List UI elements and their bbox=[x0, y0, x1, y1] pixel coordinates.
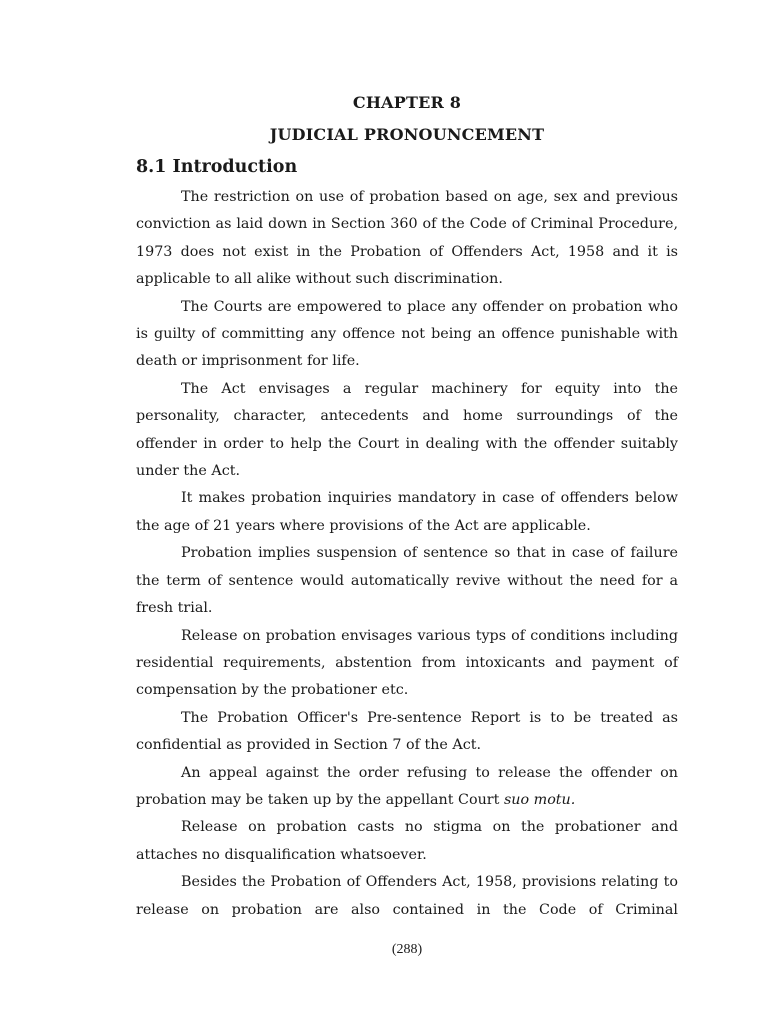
paragraph: Probation implies suspension of sentence so that in case of failure the term of sentence would automatically revive without the need for a fresh trial. bbox=[136, 545, 678, 617]
paragraph: An appeal against the order refusing to release the offender on probation may be taken up by the appellant Court suo motu. bbox=[136, 764, 678, 808]
page-number: (288) bbox=[391, 942, 423, 957]
paragraph: Besides the Probation of Offenders Act, 1958, provisions relating to release on probation are also contained in the Code of Criminal bbox=[136, 874, 678, 918]
italic-phrase: suo motu. bbox=[503, 791, 576, 808]
chapter-heading: CHAPTER 8 bbox=[352, 93, 462, 112]
section-heading: 8.1 Introduction bbox=[136, 157, 298, 177]
paragraph: Release on probation casts no stigma on the probationer and attaches no disqualification whatsoever. bbox=[136, 819, 678, 863]
paragraph: The Act envisages a regular machinery for equity into the personality, character, antecedents and home surroundings of the offender in order to help the Court in dealing with the offender suitably under the Act. bbox=[136, 380, 678, 480]
paragraph: Release on probation envisages various typs of conditions including residential requirements, abstention from intoxicants and payment of compensation by the probationer etc. bbox=[136, 627, 678, 699]
paragraph: The restriction on use of probation based on age, sex and previous conviction as laid down in Section 360 of the Code of Criminal Procedure, 1973 does not exist in the Probation of Offenders Act, 1958 and it is applicable to all alike without such discrimination. bbox=[136, 189, 678, 288]
paragraph: The Probation Officer's Pre-sentence Report is to be treated as confidential as provided in Section 7 of the Act. bbox=[136, 709, 678, 754]
body-text bbox=[136, 184, 678, 924]
chapter-title: JUDICIAL PRONOUNCEMENT bbox=[269, 125, 545, 144]
paragraph: The Courts are empowered to place any offender on probation who is guilty of committing any offence not being an offence punishable with death or imprisonment for life. bbox=[136, 298, 678, 370]
paragraph: It makes probation inquiries mandatory in case of offenders below the age of 21 years where provisions of the Act are applicable. bbox=[136, 490, 678, 534]
